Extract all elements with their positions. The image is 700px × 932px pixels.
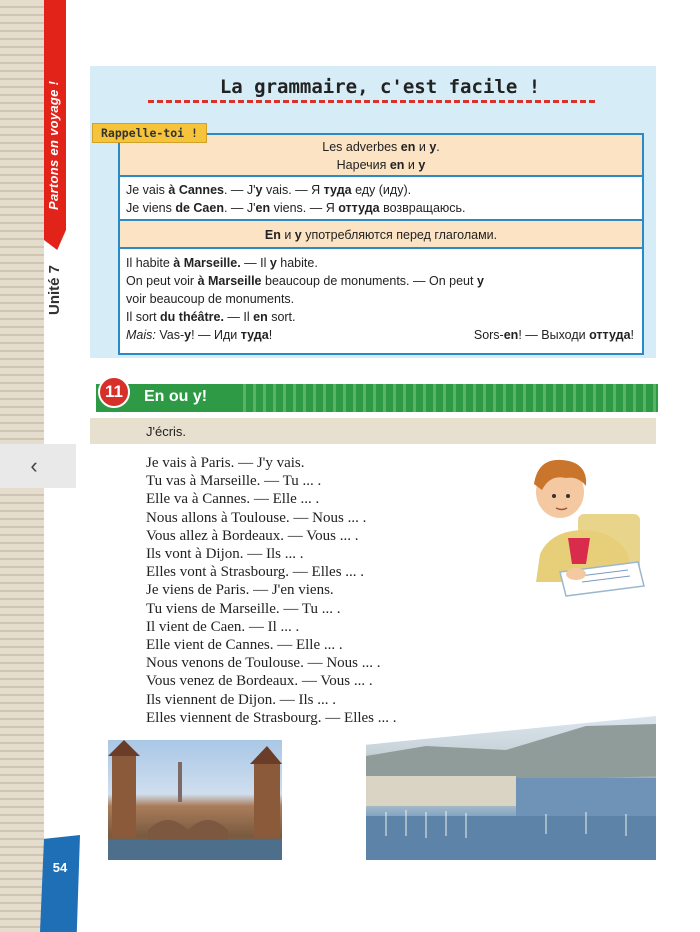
adverbs-header-fr: Les adverbes en и y. [322,140,440,154]
city-buildings [366,776,516,806]
examples-row-2 [120,249,642,355]
cathedral-spire [178,762,182,802]
example-line: Il habite à Marseille. — Il y habite. [126,256,318,270]
example-line: On peut voir à Marseille beaucoup de monuments. — On peut y [126,274,484,288]
strasbourg-photo [108,740,282,860]
sentence-item: Elles viennent de Strasbourg. — Elles ... . [146,709,397,726]
unit-label: Unité 7 [46,265,63,316]
section-title: Partons en voyage ! [46,80,61,210]
example-line: voir beaucoup de monuments. [126,292,295,306]
grammar-table [118,133,644,355]
example-line: Mais: Vas-y! — Иди туда! Sors-en! — Выходи оттуда! [126,328,634,342]
strasbourg-scene [108,740,282,860]
river [108,840,282,860]
bridge [148,820,228,840]
page-number: 54 [52,860,68,875]
example-line: Il sort du théâtre. — Il en sort. [126,310,296,324]
sentence-item: Vous venez de Bordeaux. — Vous ... . [146,673,373,690]
exercise-sentences [146,454,526,727]
sentence-item: Nous allons à Toulouse. — Nous ... . [146,509,367,526]
marseille-scene [366,716,656,860]
eye [552,494,556,498]
back-arrow-icon[interactable]: ‹ [0,444,76,488]
sentence-item: Vous allez à Bordeaux. — Vous ... . [146,527,359,544]
reminder-tag: Rappelle-toi ! [92,123,207,143]
adverbs-header-ru: Наречия en и y [336,158,426,172]
exercise-number: 11 [98,376,130,408]
sentence-item: Elles vont à Strasbourg. — Elles ... . [146,564,365,581]
hand [566,568,586,580]
grammar-title: La grammaire, c'est facile ! [219,76,541,98]
port-water [366,816,656,860]
tower-left [112,754,136,838]
sentence-item: Nous venons de Toulouse. — Nous ... . [146,655,381,672]
sentence-item: Je vais à Paris. — J'y vais. [146,455,305,471]
example-line: Je viens de Caen. — J'en viens. — Я оттуда возвращаюсь. [126,201,466,215]
usage-header-row [120,221,642,249]
instruction-text: J'écris. [146,424,187,439]
sentence-item: Je viens de Paris. — J'en viens. [146,582,334,599]
example-line: Je vais à Cannes. — J'y vais. — Я туда еду (иду). [126,183,412,197]
usage-rule: En и y употребляются перед глаголами. [264,228,498,242]
tower-right [254,762,280,838]
tower-roof [108,740,140,756]
title-underline [148,100,598,103]
sentence-item: Elle vient de Cannes. — Elle ... . [146,637,343,654]
sentence-item: Ils viennent de Dijon. — Ils ... . [146,691,336,708]
eye [566,494,570,498]
tower-roof [250,746,282,764]
sentence-item: Elle va à Cannes. — Elle ... . [146,491,320,508]
boy-writing-illustration [520,454,650,604]
sentence-item: Il vient de Caen. — Il ... . [146,618,300,635]
examples-row-1 [120,177,642,221]
exercise-title: En ou y! [144,388,208,405]
sentence-item: Tu viens de Marseille. — Tu ... . [146,600,341,617]
sentence-item: Ils vont à Dijon. — Ils ... . [146,546,304,563]
page-number-tab [40,835,80,932]
sentence-item: Tu vas à Marseille. — Tu ... . [146,473,322,490]
marseille-photo [366,716,656,860]
